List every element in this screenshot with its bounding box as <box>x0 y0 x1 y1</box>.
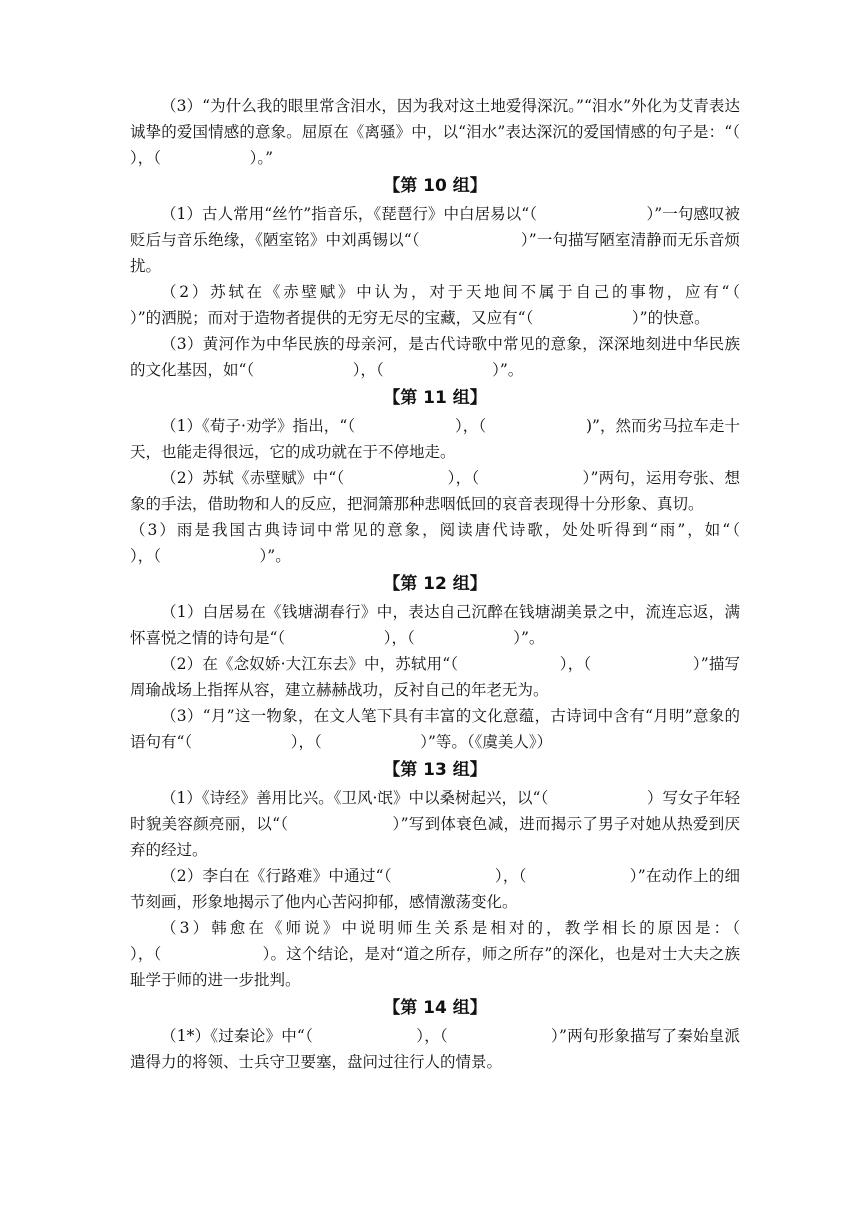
question-paragraph: （2）苏轼《赤壁赋》中“（ ），（ ）”两句，运用夸张、想象的手法，借助物和人的反应，把洞箫那种悲咽低回的哀音表现得十分形象、真切。 <box>130 469 740 513</box>
question-paragraph: （3）韩愈在《师说》中说明师生关系是相对的，教学相长的原因是：（ ），（ ）。这个结论，是对“道之所存，师之所存”的深化，也是对士大夫之族耻学于师的进一步批判。 <box>130 919 839 989</box>
group-heading: 【第 11 组】 <box>383 388 487 408</box>
question-paragraph: （3）“月”这一物象，在文人笔下具有丰富的文化意蕴，古诗词中含有“月明”意象的语句有“（ ），（ ）”等。（《虞美人》） <box>130 707 740 751</box>
group-heading: 【第 12 组】 <box>383 574 487 594</box>
document-page <box>130 93 839 1075</box>
question-paragraph: （3）黄河作为中华民族的母亲河，是古代诗歌中常见的意象，深深地刻进中华民族的文化基因，如“（ ），（ ）”。 <box>130 335 740 379</box>
question-paragraph: （3）“为什么我的眼里常含泪水，因为我对这土地爱得深沉。”“泪水”外化为艾青表达诚挚的爱国情感的意象。屈原在《离骚》中，以“泪水”表达深沉的爱国情感的句子是：“（ ），（ ）。” <box>130 97 829 167</box>
question-paragraph: （1）古人常用“丝竹”指音乐，《琵琶行》中白居易以“（ ）”一句感叹被贬后与音乐绝缘，《陋室铭》中刘禹锡以“（ ）”一句描写陋室清静而无乐音烦扰。 <box>130 205 740 275</box>
question-paragraph: （2）在《念奴娇·大江东去》中，苏轼用“（ ），（ ）”描写周瑜战场上指挥从容，建立赫赫战功，反衬自己的年老无为。 <box>130 655 740 699</box>
question-paragraph: （1）《诗经》善用比兴。《卫风·氓》中以桑树起兴，以“（ ）写女子年轻时貌美容颜亮丽，以“（ ）”写到体衰色减，进而揭示了男子对她从热爱到厌弃的经过。 <box>130 789 740 859</box>
question-paragraph: （1）白居易在《钱塘湖春行》中，表达自己沉醉在钱塘湖美景之中，流连忘返，满怀喜悦之情的诗句是“（ ），（ ）”。 <box>130 603 740 647</box>
question-paragraph: （2）李白在《行路难》中通过“（ ），（ ）”在动作上的细节刻画，形象地揭示了他内心苦闷抑郁，感情激荡变化。 <box>130 867 740 911</box>
question-paragraph: （1）《荀子·劝学》指出，“（ ），（ )”，然而劣马拉车走十天，也能走得很远，它的成功就在于不停地走。 <box>130 417 740 461</box>
question-paragraph: （1*）《过秦论》中“（ ），（ ）”两句形象描写了秦始皇派遣得力的将领、士兵守卫要塞，盘问过往行人的情景。 <box>130 1027 740 1071</box>
group-heading: 【第 10 组】 <box>383 176 487 196</box>
group-heading: 【第 13 组】 <box>383 760 487 780</box>
question-paragraph: （3）雨是我国古典诗词中常见的意象，阅读唐代诗歌，处处听得到“雨”，如“（ ），（ ）”。 <box>130 521 839 565</box>
question-paragraph: （2）苏轼在《赤壁赋》中认为，对于天地间不属于自己的事物，应有“（ ）”的洒脱；而对于造物者提供的无穷无尽的宝藏，又应有“（ ）”的快意。 <box>130 283 839 327</box>
group-heading: 【第 14 组】 <box>383 998 487 1018</box>
